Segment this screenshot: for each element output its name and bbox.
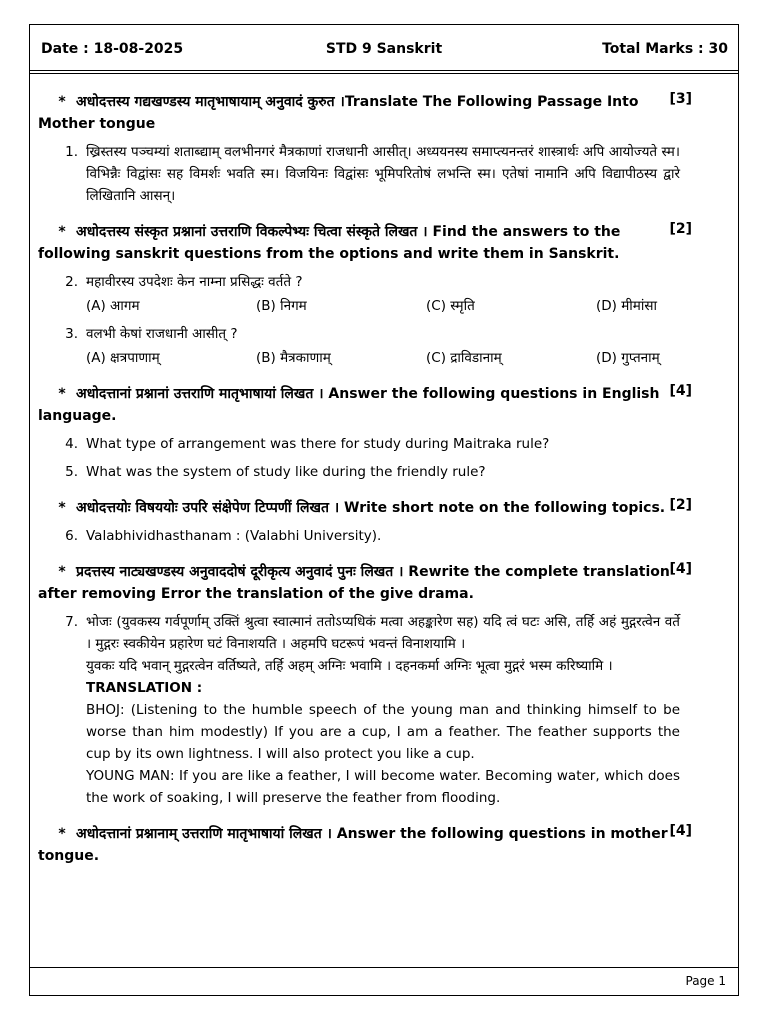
drama-text: भोजः (युवकस्य गर्वपूर्णाम् उक्तिं श्रुत्वा स्वात्मानं ततोऽप्यधिकं मत्वा अहङ्कारेण सह) यदि त्वं घटः असि, तर्हि अहं मुद्गरत्वेन वर्ते । मुद्गरः स्वकीयेन प्रहारेण घटं विनाशयति । अहमपि घटरूपं भवन्तं विनाशयामि । <box>86 614 680 652</box>
exam-class-subject: STD 9 Sanskrit <box>325 41 443 57</box>
exam-date: Date : 18-08-2025 <box>41 41 184 57</box>
question-item <box>38 141 728 207</box>
header-divider <box>30 70 738 71</box>
section-heading <box>38 823 728 867</box>
option-c: (C) स्मृति <box>426 298 475 314</box>
question-text: वलभी केषां राजधानी आसीत् ? <box>86 326 238 342</box>
question-text: महावीरस्य उपदेशः केन नाम्ना प्रसिद्धः वर्तते ? <box>86 274 303 290</box>
question-item <box>38 611 728 809</box>
option-a: (A) क्षत्रपाणाम् <box>86 350 160 366</box>
question-item <box>38 323 728 369</box>
option-d: (D) गुप्तनाम् <box>596 350 660 366</box>
section-marks: [2] <box>669 221 692 237</box>
question-text: Valabhividhasthanam : (Valabhi University). <box>86 528 382 544</box>
option-a: (A) आगम <box>86 298 140 314</box>
bullet-star: * <box>58 94 66 110</box>
section-1 <box>38 91 728 207</box>
drama-text-2: युवकः यदि भवान् मुद्गरत्वेन वर्तिष्यते, तर्हि अहम् अग्निः भवामि । दहनकर्मा अग्निः भूत्वा मुद्गरं भस्म करिष्यामि । <box>86 658 613 674</box>
total-marks: Total Marks : 30 <box>602 41 728 57</box>
question-body <box>86 323 768 369</box>
option-d: (D) मीमांसा <box>596 298 657 314</box>
translation-title: TRANSLATION : <box>86 680 203 696</box>
section-heading-text: अधोदत्तानां प्रश्नानां उत्तराणि मातृभाषायां लिखत । Answer the following questions in English language. <box>38 386 660 424</box>
section-heading <box>38 561 728 605</box>
section-heading <box>38 221 728 265</box>
section-heading <box>38 383 728 427</box>
section-heading <box>38 497 728 519</box>
translation-paragraph-1: BHOJ: (Listening to the humble speech of the young man and thinking himself to be worse than him modestly) If you are a cup, I am a feather. The feather supports the cup by its own lightness. I will also protect you like a cup. <box>86 702 680 762</box>
question-content <box>38 91 728 881</box>
question-item <box>38 433 728 455</box>
question-body <box>86 271 768 317</box>
question-number: 3. <box>65 326 78 342</box>
question-text: What type of arrangement was there for study during Maitraka rule? <box>86 436 550 452</box>
section-marks: [4] <box>669 383 692 399</box>
question-number: 6. <box>65 528 78 544</box>
bullet-star: * <box>58 500 66 516</box>
page-footer <box>30 967 738 995</box>
section-marks: [4] <box>669 823 692 839</box>
section-heading <box>38 91 728 135</box>
option-b: (B) मैत्रकाणाम् <box>256 350 331 366</box>
question-number: 2. <box>65 274 78 290</box>
option-c: (C) द्राविडानाम् <box>426 350 502 366</box>
question-text: What was the system of study like during the friendly rule? <box>86 464 486 480</box>
option-b: (B) निगम <box>256 298 307 314</box>
question-number: 5. <box>65 464 78 480</box>
question-item <box>38 525 728 547</box>
section-5 <box>38 561 728 809</box>
section-heading-text: अधोदत्तयोः विषययोः उपरि संक्षेपेण टिप्पणीं लिखत । Write short note on the following topics. <box>76 500 666 516</box>
question-item <box>38 461 728 483</box>
bullet-star: * <box>58 386 66 402</box>
options-row <box>86 347 766 369</box>
section-marks: [2] <box>669 497 692 513</box>
question-body <box>86 611 728 809</box>
section-6 <box>38 823 728 867</box>
options-row <box>86 295 766 317</box>
question-text: ख्रिस्तस्य पञ्चम्यां शताब्द्याम् वलभीनगरं मैत्रकाणां राजधानी आसीत्। अध्ययनस्य समाप्त्यनन्तरं शास्त्रार्थः अपि आयोज्यते स्म। विभिन्नैः विद्वांसः सह विमर्शः भवति स्म। विजयिनः विद्वांसः भूमिपरितोषं लभन्ति स्म। एतेषां नामानि अपि विद्यापीठस्य द्वारे लिखितानि आसन्। <box>86 144 680 204</box>
question-item <box>38 271 728 317</box>
question-number: 7. <box>65 614 78 630</box>
section-heading-text: अधोदत्तानां प्रश्नानाम् उत्तराणि मातृभाषायां लिखत । Answer the following questions in mother tongue. <box>38 826 668 864</box>
section-heading-text: अधोदत्तस्य गद्यखण्डस्य मातृभाषायाम् अनुवादं कुरुत ।Translate The Following Passage Into Mother tongue <box>38 94 639 132</box>
bullet-star: * <box>58 826 66 842</box>
section-2 <box>38 221 728 369</box>
exam-header <box>30 25 738 74</box>
section-3 <box>38 383 728 483</box>
translation-paragraph-2: YOUNG MAN: If you are like a feather, I will become water. Becoming water, which does the work of soaking, I will preserve the feather from flooding. <box>86 768 680 806</box>
section-marks: [3] <box>669 91 692 107</box>
question-number: 4. <box>65 436 78 452</box>
page-number: Page 1 <box>685 974 726 988</box>
section-4 <box>38 497 728 547</box>
bullet-star: * <box>58 564 66 580</box>
bullet-star: * <box>58 224 66 240</box>
question-number: 1. <box>65 144 78 160</box>
section-heading-text: प्रदत्तस्य नाट्यखण्डस्य अनुवाददोषं दूरीकृत्य अनुवादं पुनः लिखत । Rewrite the complete translation after removing Error the translation of the give drama. <box>38 564 670 602</box>
section-heading-text: अधोदत्तस्य संस्कृत प्रश्नानां उत्तराणि विकल्पेभ्यः चित्वा संस्कृते लिखत । Find the answers to the following sanskrit questions from the options and write them in Sanskrit. <box>38 224 621 262</box>
page-frame <box>29 24 739 996</box>
section-marks: [4] <box>669 561 692 577</box>
